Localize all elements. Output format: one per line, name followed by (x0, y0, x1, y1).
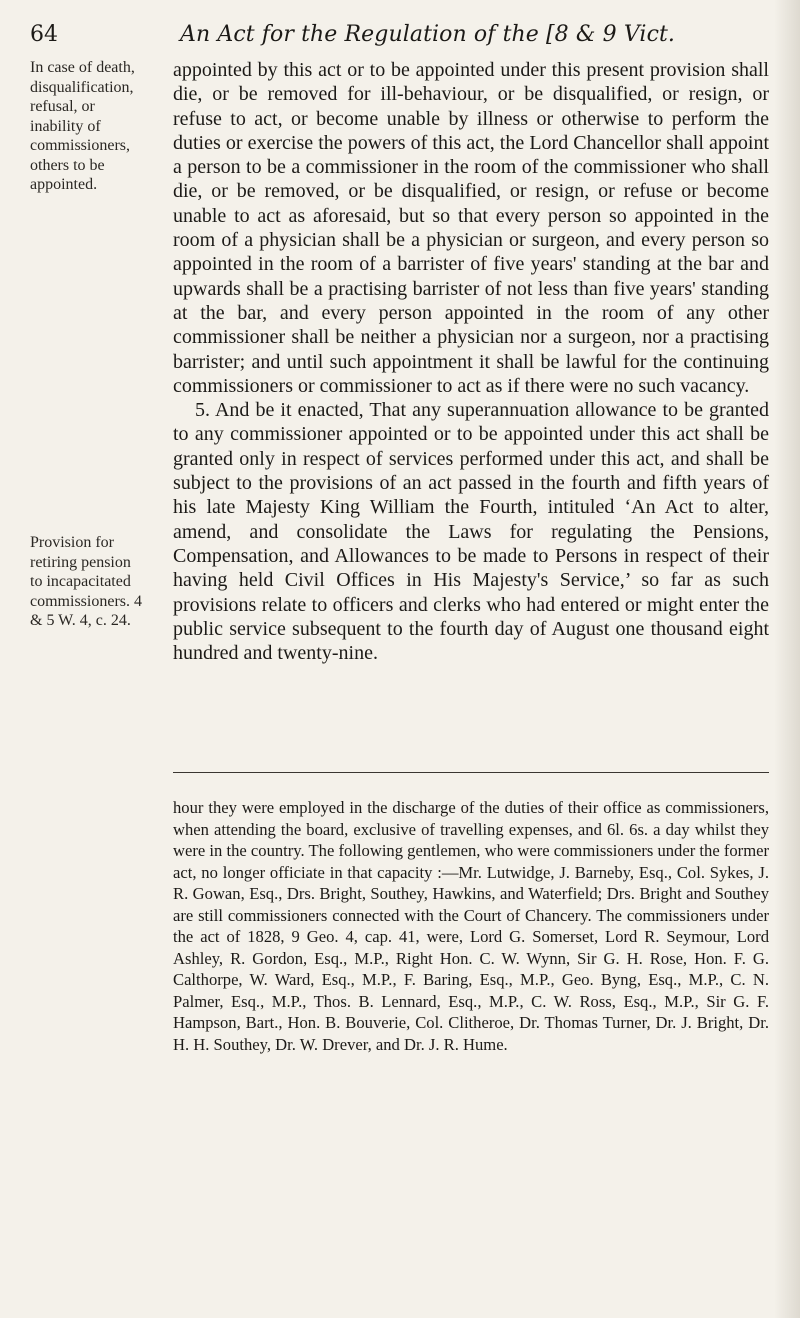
footnote-divider (173, 772, 769, 773)
section-4-continuation: appointed by this act or to be appointed under this present provision shall die, or be removed for ill-behaviour, or be disqualified, or resign, or refuse to act, or become unable by illness or otherwise to perform the duties or exercise the powers of this act, the Lord Chancellor shall appoint a person to be a commissioner in the room of the commissioner who shall die, or be removed, or be disqualified, or resign, or refuse or become unable to act as aforesaid, but so that every person so appointed in the room of a physician shall be a physician or surgeon, and every person so appointed in the room of a barrister of five years' standing at the bar and upwards shall be a practising barrister of not less than five years' standing at the bar, and every person appointed in the room of any other commissioner shall be neither a physician nor a surgeon, nor a practising barrister; and until such appointment it shall be lawful for the continuing commissioners or commissioner to act as if there were no such vacancy. (173, 59, 769, 397)
page-number: 64 (30, 22, 58, 47)
main-text (173, 58, 769, 665)
running-title: An Act for the Regulation of the [8 & 9 Vict. (180, 22, 676, 47)
section-5: 5. And be it enacted, That any superannuation allowance to be granted to any commissioner appointed or to be appointed under this act shall be granted only in respect of services performed under this act, and shall be subject to the provisions of an act passed in the fourth and fifth years of his late Majesty King William the Fourth, intituled ‘An Act to alter, amend, and consolidate the Laws for regulating the Pensions, Compensation, and Allowances to be made to Persons in respect of their having held Civil Offices in His Majesty's Service,’ so far as such provisions relate to officers and clerks who had entered or might enter the public service subsequent to the fourth day of August one thousand eight hundred and twenty-nine. (173, 399, 769, 665)
page-header (30, 22, 770, 56)
margin-note-vacancies: In case of death, disqualification, refusal, or inability of commissioners, others to be appointed. (30, 59, 135, 193)
footnote-paragraph: hour they were employed in the discharge of the duties of their office as commissioners, when attending the board, exclusive of travelling expenses, and 6l. 6s. a day whilst they were in the country. The following gentlemen, who were commissioners under the former act, no longer officiate in that capacity :—Mr. Lutwidge, J. Barneby, Esq., Col. Sykes, J. R. Gowan, Esq., Drs. Bright, Southey, Hawkins, and Waterfield; Drs. Bright and Southey are still commissioners connected with the Court of Chancery. The commissioners under the act of 1828, 9 Geo. 4, cap. 41, were, Lord G. Somerset, Lord R. Seymour, Lord Ashley, R. Gordon, Esq., M.P., Right Hon. C. W. Wynn, Sir G. H. Rose, Hon. F. G. Calthorpe, W. Ward, Esq., M.P., F. Baring, Esq., M.P., Geo. Byng, Esq., M.P., C. N. Palmer, Esq., M.P., Thos. B. Lennard, Esq., M.P., C. W. Ross, Esq., M.P., Sir G. F. Hampson, Bart., Hon. B. Bouverie, Col. Clitheroe, Dr. Thomas Turner, Dr. J. Bright, Dr. H. H. Southey, Dr. W. Drever, and Dr. J. R. Hume. (173, 798, 769, 1054)
margin-note-pension: Provision for retiring pension to incapacitated commissioners. 4 & 5 W. 4, c. 24. (30, 534, 142, 629)
footnote (173, 797, 769, 1055)
page-edge-shadow (774, 0, 800, 1318)
